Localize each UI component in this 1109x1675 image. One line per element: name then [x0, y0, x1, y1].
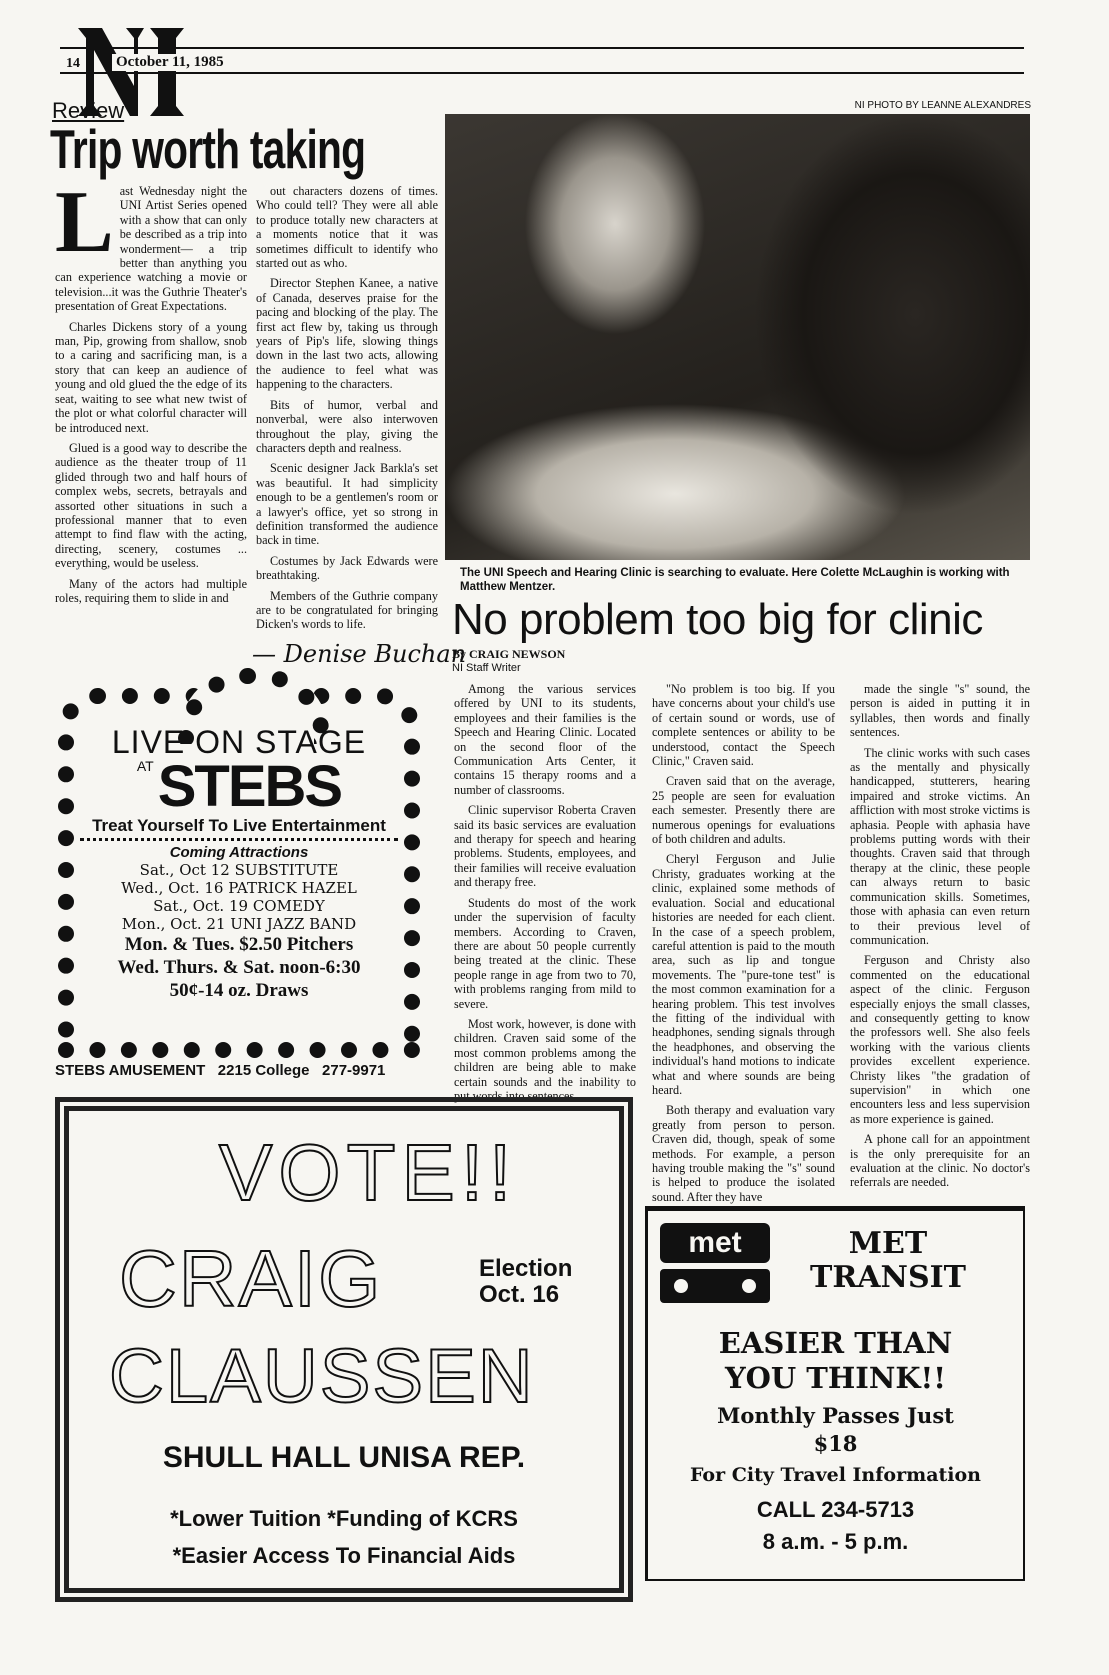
paragraph — [256, 276, 438, 391]
paragraph — [652, 774, 835, 846]
paragraph — [850, 953, 1030, 1126]
paragraph — [454, 1017, 636, 1103]
paragraph — [850, 682, 1030, 740]
paragraph — [454, 682, 636, 797]
met-title — [788, 1227, 988, 1295]
slogan-line-1: EASIER THAN — [718, 1326, 953, 1360]
paragraph — [256, 184, 438, 270]
paragraph-text: out characters dozens of times. Who could tell? They were all able to produce totally new characters at a moments notice that it was sometimes difficult to identify who started out as who. — [256, 184, 438, 271]
slogan-line-2: YOU THINK!! — [724, 1361, 947, 1395]
deal-line: Mon. & Tues. $2.50 Pitchers — [124, 934, 354, 955]
review-column-1 — [55, 174, 247, 611]
event-line: Sat., Oct 12 SUBSTITUTE — [139, 861, 339, 879]
author-signature: — Denise Buchan — [252, 640, 467, 668]
at-label: AT — [136, 758, 154, 774]
paragraph-text: Ferguson and Christy also commented on the educational aspect of the clinic. Ferguson especially enjoys the small classes, and consequently getting to know the professors well. She also feels working with the various clients provides excellent experience. Christy likes "the gradation of supervision" in which one encounters less and less supervision as more experience is gained. — [850, 953, 1030, 1126]
header-rule-top — [60, 47, 1024, 49]
candidate-first-name: CRAIG — [119, 1234, 383, 1323]
paragraph — [652, 682, 835, 768]
event-line: Mon., Oct. 21 UNI JAZZ BAND — [121, 915, 357, 933]
clinic-column-2 — [652, 682, 835, 1210]
met-title-1: MET — [848, 1226, 928, 1261]
paragraph — [256, 398, 438, 456]
clinic-column-3 — [850, 682, 1030, 1196]
clinic-column-1 — [454, 682, 636, 1109]
paragraph-text: Bits of humor, verbal and nonverbal, were also interwoven throughout the play, giving the characters depth and realness. — [256, 397, 438, 455]
byline: By CRAIG NEWSON — [452, 647, 566, 661]
stebs-advertisement — [58, 688, 420, 1058]
tagline: Treat Yourself To Live Entertainment — [80, 816, 398, 841]
office-hours: 8 a.m. - 5 p.m. — [762, 1529, 909, 1554]
passes-line: Monthly Passes Just — [717, 1403, 954, 1428]
paragraph — [55, 577, 247, 606]
paragraph — [55, 174, 247, 314]
paragraph — [55, 441, 247, 571]
paragraph-text: Scenic designer Jack Barkla's set was beautiful. It had simplicity enough to be a gentlemen's room or a lawyer's office, yet so strong in definition transformed the audience back in time. — [256, 461, 438, 548]
header-rule-bottom — [60, 72, 1024, 74]
vote-title: VOTE!! — [219, 1128, 518, 1217]
paragraph — [454, 896, 636, 1011]
paragraph-text: Many of the actors had multiple roles, requiring them to slide in and — [55, 576, 247, 605]
drop-cap: L — [55, 174, 114, 271]
clinic-headline: No problem too big for clinic — [452, 595, 983, 644]
paragraph-text: Charles Dickens story of a young man, Pip, growing from shallow, snob to a caring and sacrificing man, is a story that can keep an audience of young and old glued the the edge of its seat, waiting to see what new twist of the plot or what colorful character will be introduced next. — [55, 319, 247, 435]
photo-credit: NI PHOTO BY LEANNE ALEXANDRES — [854, 100, 1031, 111]
stebs-name: STEBS — [157, 754, 342, 819]
election-date — [479, 1256, 572, 1308]
vote-advertisement — [55, 1097, 633, 1602]
page-number: 14 — [62, 56, 84, 72]
paragraph-text: ast Wednesday night the UNI Artist Series opened with a show that can only be described as a trip into wonderment— a trip better than anything you can experience watching a movie or television...it was the Guthrie Theater's presentation of Great Expectations. — [55, 184, 247, 314]
paragraph — [256, 461, 438, 547]
section-label: Review — [52, 98, 125, 123]
paragraph-text: Among the various services offered by UNI to its students, employees and their families is the Speech and Hearing Clinic. Located on the second floor of the Communication Arts Center, it contains 15 therapy rooms and a number of classrooms. — [454, 682, 636, 797]
candidate-last-name: CLAUSSEN — [109, 1334, 535, 1419]
election-label: Election — [479, 1255, 573, 1282]
paragraph-text: Members of the Guthrie company are to be congratulated for bringing Dicken's words to life. — [256, 588, 438, 632]
paragraph-text: Costumes by Jack Edwards were breathtaking. — [256, 553, 438, 583]
phone-number: CALL 234-5713 — [756, 1497, 915, 1522]
bus-icon — [660, 1269, 770, 1303]
met-logo — [660, 1223, 770, 1313]
byline-title: NI Staff Writer — [452, 662, 521, 674]
photo-caption: The UNI Speech and Hearing Clinic is searching to evaluate. Here Colette McLaughin is working with Matthew Mentzer. — [460, 567, 1010, 593]
clinic-photo — [445, 114, 1030, 560]
paragraph — [850, 746, 1030, 948]
election-day: Oct. 16 — [479, 1281, 560, 1308]
pass-price: $18 — [813, 1431, 858, 1456]
paragraph-text: Clinic supervisor Roberta Craven said its basic services are evaluation and therapy for speech and hearing problems. Students, employees, and their families will receive evaluation and therapy free. — [454, 803, 636, 890]
paragraph — [652, 1103, 835, 1204]
event-line: Sat., Oct. 19 COMEDY — [153, 897, 325, 915]
info-line: For City Travel Information — [689, 1464, 981, 1486]
paragraph-text: A phone call for an appointment is the only prerequisite for an evaluation at the clinic. No doctor's referrals are needed. — [850, 1132, 1030, 1190]
paragraph — [850, 1132, 1030, 1190]
deal-line: 50¢-14 oz. Draws — [169, 980, 309, 1001]
met-transit-advertisement — [645, 1206, 1025, 1581]
office-sought: SHULL HALL UNISA REP. — [162, 1441, 526, 1474]
paragraph-text: "No problem is too big. If you have concerns about your child's use of certain sound or words, use of complete sentences or ability to be understood, contact the Speech Clinic," Craven said. — [652, 682, 835, 769]
paragraph — [454, 803, 636, 889]
review-column-2 — [256, 184, 438, 638]
platform-line: *Easier Access To Financial Aids — [172, 1543, 516, 1568]
event-line: Wed., Oct. 16 PATRICK HAZEL — [121, 879, 357, 897]
paragraph — [256, 554, 438, 583]
paragraph — [652, 852, 835, 1097]
met-title-2: TRANSIT — [810, 1260, 966, 1295]
platform-line: *Lower Tuition *Funding of KCRS — [170, 1506, 518, 1531]
review-headline: Trip worth taking — [50, 118, 366, 180]
paragraph-text: Most work, however, is done with children. Craven said some of the most common problems among the children are being able to make certain sounds and the inability to put words into sentences. — [454, 1016, 636, 1103]
paragraph-text: Cheryl Ferguson and Julie Christy, graduates working at the clinic, explained some methods of evaluation. Social and educational histories are needed for each client. In the case of a speech problem, careful attention is paid to the mouth area, such as lip and tongue movements. The "pure-tone test" is the most common examination for a hearing problem. This test involves the fitting of the individual with headphones, sending signals through the headphones, and observing the individual's hand motions to indicate what and where sounds are being heard. — [652, 852, 835, 1097]
deal-line: Wed. Thurs. & Sat. noon-6:30 — [117, 957, 361, 978]
paragraph — [256, 589, 438, 632]
paragraph-text: Glued is a good way to describe the audience as the theater troup of 11 glided through two and half hours of complex webs, secrets, betrayals and assorted other situations in such a professional manner that to even attempt to find flaw with the acting, directing, scenery, costumes ... everything, would be useless. — [55, 440, 247, 571]
paragraph-text: Craven said that on the average, 25 people are seen for evaluation each semester. Presently there are numerous openings for evaluations of both children and adults. — [652, 774, 835, 847]
live-on-stage: LIVE ON STAGE — [111, 724, 367, 760]
paragraph-text: The clinic works with such cases as the mentally and physically handicapped, stutterers, hearing impaired and stroke victims. An affliction with most stroke victims is aphasia. People with aphasia have problems putting words with their thoughts. Craven said that through therapy at the clinic, these people can always return to basic communication skills. Sometimes, those with aphasia can even return to their previous level of communication. — [850, 745, 1030, 947]
paragraph-text: Students do most of the work under the supervision of faculty members. According to Craven, there are about 50 people currently being treated at the clinic. These people range in age from two to 70, with problems ranging from mild to severe. — [454, 895, 636, 1011]
issue-date: October 11, 1985 — [112, 54, 228, 71]
paragraph-text: Director Stephen Kanee, a native of Canada, deserves praise for the pacing and blocking of the play. The first act flew by, taking us through years of Pip's life, slowing things down in the last two acts, allowing the audience to feel what was happening to the characters. — [256, 276, 438, 392]
met-logo-text: met — [660, 1223, 770, 1263]
paragraph-text: Both therapy and evaluation vary greatly from person to person. Craven did, though, speak of some methods. For example, a person having trouble making the "s" sound is helped to produce the isolated sound. After they have — [652, 1103, 835, 1204]
paragraph — [55, 320, 247, 435]
paragraph-text: made the single "s" sound, the person is aided in putting it in syllables, then words and finally sentences. — [850, 682, 1030, 740]
stebs-footer: STEBS AMUSEMENT 2215 College 277-9971 — [55, 1062, 386, 1079]
coming-attractions: Coming Attractions — [169, 844, 309, 861]
